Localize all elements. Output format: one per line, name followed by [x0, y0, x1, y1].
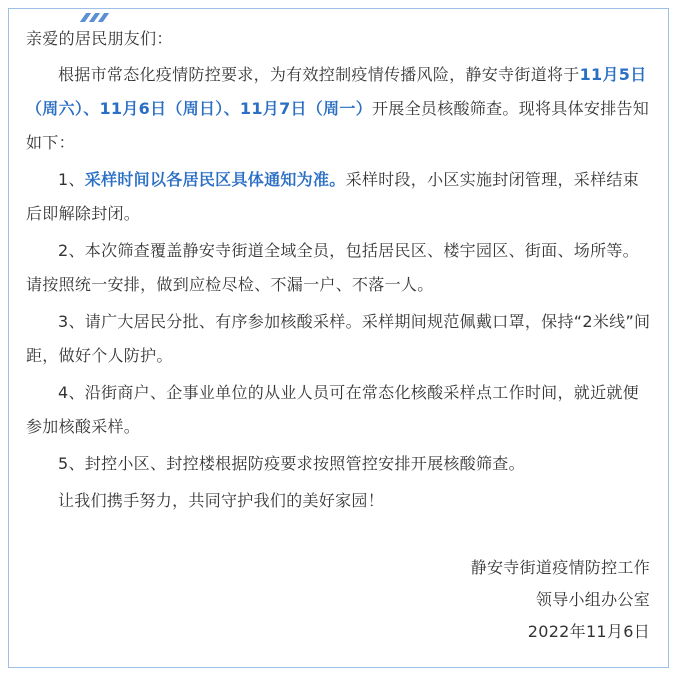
item-1-highlight: 采样时间以各居民区具体通知为准。	[84, 170, 346, 189]
item-1-text: 采样时段，小区实施封闭管理，采样结束后即解除封闭。	[26, 170, 639, 223]
item-2-text: 本次筛查覆盖静安寺街道全域全员，包括居民区、楼宇园区、街面、场所等。请按照统一安排，做到应检尽检、不漏一户、不落一人。	[26, 241, 639, 294]
intro-text-2: 开展全员核酸筛查。现将具体安排告知如下：	[26, 99, 650, 152]
item-2-prefix: 2、	[58, 241, 85, 260]
signature-date: 2022年11月6日	[527, 622, 650, 641]
item-4-text: 沿街商户、企事业单位的从业人员可在常态化核酸采样点工作时间，就近就便参加核酸采样。	[26, 383, 639, 436]
item-1	[26, 163, 654, 231]
item-3-text: 请广大居民分批、有序参加核酸采样。采样期间规范佩戴口罩，保持“2米线”间距，做好个人防护。	[26, 312, 651, 365]
signature-org-line-2: 领导小组办公室	[535, 590, 650, 609]
signature-org-line-1: 静安寺街道疫情防控工作	[470, 558, 650, 577]
item-3-prefix: 3、	[58, 312, 85, 331]
intro-text-1: 根据市常态化疫情防控要求，为有效控制疫情传播风险，静安寺街道将于	[58, 65, 580, 84]
item-4	[26, 376, 654, 444]
item-3	[26, 305, 654, 373]
item-5-prefix: 5、	[58, 454, 85, 473]
item-5-text: 封控小区、封控楼根据防疫要求按照管控安排开展核酸筛查。	[84, 454, 525, 473]
item-2	[26, 234, 654, 302]
item-1-prefix: 1、	[58, 170, 85, 189]
greeting: 亲爱的居民朋友们：	[26, 29, 173, 48]
item-5	[26, 447, 654, 481]
intro-dates-highlight: 11月5日（周六）、11月6日（周日）、11月7日（周一）	[26, 65, 647, 118]
notice-body	[26, 22, 654, 521]
item-4-prefix: 4、	[58, 383, 85, 402]
closing-line: 让我们携手努力，共同守护我们的美好家园！	[58, 491, 385, 510]
signature-block	[471, 552, 650, 648]
intro-paragraph	[26, 58, 654, 160]
